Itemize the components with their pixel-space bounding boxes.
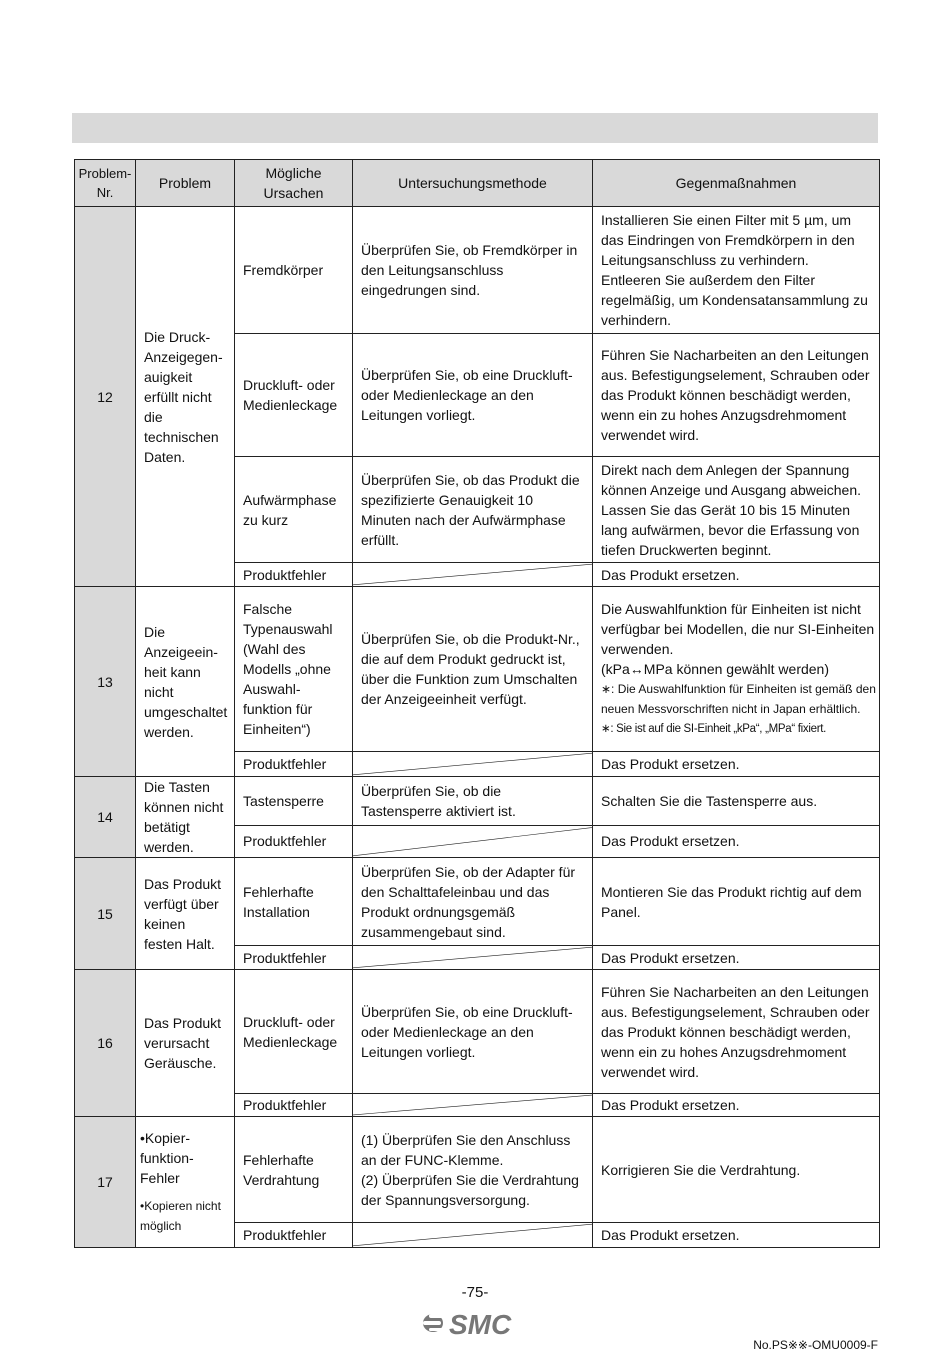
section-header-bar: [72, 113, 878, 143]
measure-cell: [593, 587, 880, 752]
table-header-row: [75, 160, 880, 207]
cause-cell: Produktfehler: [235, 752, 353, 777]
cause-text-a: Falsche Typenauswahl (Wahl des: [243, 601, 333, 657]
method-cell: Überprüfen Sie, ob die Tastensperre aktiviert ist.: [353, 777, 593, 826]
method-cell: Überprüfen Sie, ob das Produkt die spezifizierte Genauigkeit 10 Minuten nach der Aufwärmphase erfüllt.: [353, 457, 593, 563]
measure-cell: Das Produkt ersetzen.: [593, 752, 880, 777]
problem-cell: Das Produkt verfügt über keinen festen Halt.: [136, 858, 235, 970]
problem-nr-cell: 16: [75, 970, 136, 1117]
problem-cell: Die Tasten können nicht betätigt werden.: [136, 777, 235, 858]
problem-bullet-1: •Kopier-funktion-Fehler: [140, 1130, 194, 1186]
measure-cell: Das Produkt ersetzen.: [593, 1223, 880, 1248]
measure-cell: Korrigieren Sie die Verdrahtung.: [593, 1117, 880, 1223]
header-problem: Problem: [136, 160, 235, 207]
table-row: [75, 1117, 880, 1223]
cause-cell: Produktfehler: [235, 1094, 353, 1117]
problem-nr-cell: 13: [75, 587, 136, 777]
cause-cell: Fremdkörper: [235, 207, 353, 334]
problem-bullet-2: •Kopieren nicht möglich: [140, 1199, 221, 1233]
problem-text: Die Anzeigeein-heit kann nicht umgeschaltet werden.: [144, 623, 228, 740]
empty-diagonal-cell: [353, 946, 593, 970]
cause-cell: Fehlerhafte Verdrahtung: [235, 1117, 353, 1223]
cause-cell: Produktfehler: [235, 825, 353, 857]
header-causes: Mögliche Ursachen: [235, 160, 353, 207]
table-row: [75, 858, 880, 946]
empty-diagonal-cell: [353, 563, 593, 587]
empty-diagonal-cell: [353, 825, 593, 857]
empty-diagonal-cell: [353, 1094, 593, 1117]
method-step-2: (2) Überprüfen Sie die Verdrahtung der Spannungsversorgung.: [361, 1171, 579, 1208]
method-cell: Überprüfen Sie, ob eine Druckluft- oder Medienleckage an den Leitungen vorliegt.: [353, 334, 593, 457]
footnote-2: ∗: Sie ist auf die SI-Einheit „kPa“, „MPa“ fixiert.: [601, 723, 827, 735]
measure-kpa-note: (kPa↔MPa können gewählt werden): [601, 661, 830, 677]
method-cell: Überprüfen Sie, ob der Adapter für den Schalttafeleinbau und das Produkt ordnungsgemäß zusammengebaut sind.: [353, 858, 593, 946]
footnote-1: ∗: Die Auswahlfunktion für Einheiten ist gemäß den neuen Messvorschriften nicht in Japan erhältlich.: [601, 682, 876, 716]
measure-text: Die Auswahlfunktion für Einheiten ist nicht verfügbar bei Modellen, die nur SI-Einheiten verwenden.: [601, 601, 875, 657]
header-measures: Gegenmaßnahmen: [593, 160, 880, 207]
method-cell: Überprüfen Sie, ob die Produkt-Nr., die auf dem Produkt gedruckt ist, über die Funktion zum Umschalten der Anzeigeeinheit verfügt.: [353, 587, 593, 752]
problem-nr-cell: 15: [75, 858, 136, 970]
cause-cell: Druckluft- oder Medienleckage: [235, 970, 353, 1094]
cause-cell: [235, 587, 353, 752]
problem-nr-cell: 17: [75, 1117, 136, 1248]
problem-nr-cell: 14: [75, 777, 136, 858]
cause-cell: Produktfehler: [235, 946, 353, 970]
cause-cell: Tastensperre: [235, 777, 353, 826]
measure-cell: Das Produkt ersetzen.: [593, 563, 880, 587]
header-problem-nr: Problem-Nr.: [75, 160, 136, 207]
cause-text-b: Modells „ohne Auswahl-funktion für Einheiten“): [243, 661, 331, 737]
cause-cell: Druckluft- oder Medienleckage: [235, 334, 353, 457]
measure-cell: Montieren Sie das Produkt richtig auf dem Panel.: [593, 858, 880, 946]
header-method: Untersuchungsmethode: [353, 160, 593, 207]
method-cell: Überprüfen Sie, ob eine Druckluft- oder Medienleckage an den Leitungen vorliegt.: [353, 970, 593, 1094]
measure-cell: Das Produkt ersetzen.: [593, 825, 880, 857]
measure-cell: Das Produkt ersetzen.: [593, 1094, 880, 1117]
method-cell: [353, 1117, 593, 1223]
cause-cell: Produktfehler: [235, 563, 353, 587]
empty-diagonal-cell: [353, 752, 593, 777]
cause-cell: Fehlerhafte Installation: [235, 858, 353, 946]
method-step-1: (1) Überprüfen Sie den Anschluss an der FUNC-Klemme.: [361, 1131, 571, 1168]
method-cell: Überprüfen Sie, ob Fremdkörper in den Leitungsanschluss eingedrungen sind.: [353, 207, 593, 334]
table-row: [75, 777, 880, 826]
problem-cell: Das Produkt verursacht Geräusche.: [136, 970, 235, 1117]
document-number: No.PS※※-OMU0009-F: [753, 1338, 878, 1352]
logo-text: SMC: [449, 1309, 512, 1339]
table-row: [75, 970, 880, 1094]
problem-nr-cell: 12: [75, 207, 136, 587]
cause-cell: Produktfehler: [235, 1223, 353, 1248]
measure-cell: Direkt nach dem Anlegen der Spannung können Anzeige und Ausgang abweichen. Lassen Sie das Gerät 10 bis 15 Minuten lang aufwärmen, bevor die Erfassung von tiefen Druckwerten beginnt.: [593, 457, 880, 563]
empty-diagonal-cell: [353, 1223, 593, 1248]
problem-cell: [136, 1117, 235, 1248]
measure-cell: Schalten Sie die Tastensperre aus.: [593, 777, 880, 826]
measure-cell: Führen Sie Nacharbeiten an den Leitungen aus. Befestigungselement, Schrauben oder das Produkt können beschädigt werden, wenn ein zu hohes Anzugsdrehmoment verwendet wird.: [593, 334, 880, 457]
measure-cell: Führen Sie Nacharbeiten an den Leitungen aus. Befestigungselement, Schrauben oder das Produkt können beschädigt werden, wenn ein zu hohes Anzugsdrehmoment verwendet wird.: [593, 970, 880, 1094]
smc-logo: [421, 1303, 531, 1339]
problem-cell: [136, 587, 235, 777]
table-row: [75, 587, 880, 752]
measure-cell: Das Produkt ersetzen.: [593, 946, 880, 970]
page-number: -75-: [461, 1284, 489, 1301]
problem-cell: Die Druck-Anzeigegen-auigkeit erfüllt nicht die technischen Daten.: [136, 207, 235, 587]
measure-cell: Installieren Sie einen Filter mit 5 µm, um das Eindringen von Fremdkörpern in den Leitungsanschluss zu verhindern. Entleeren Sie außerdem den Filter regelmäßig, um Kondensatansammlung zu verhindern.: [593, 207, 880, 334]
troubleshooting-table: [74, 159, 880, 1248]
table-row: [75, 207, 880, 334]
cause-cell: Aufwärmphase zu kurz: [235, 457, 353, 563]
